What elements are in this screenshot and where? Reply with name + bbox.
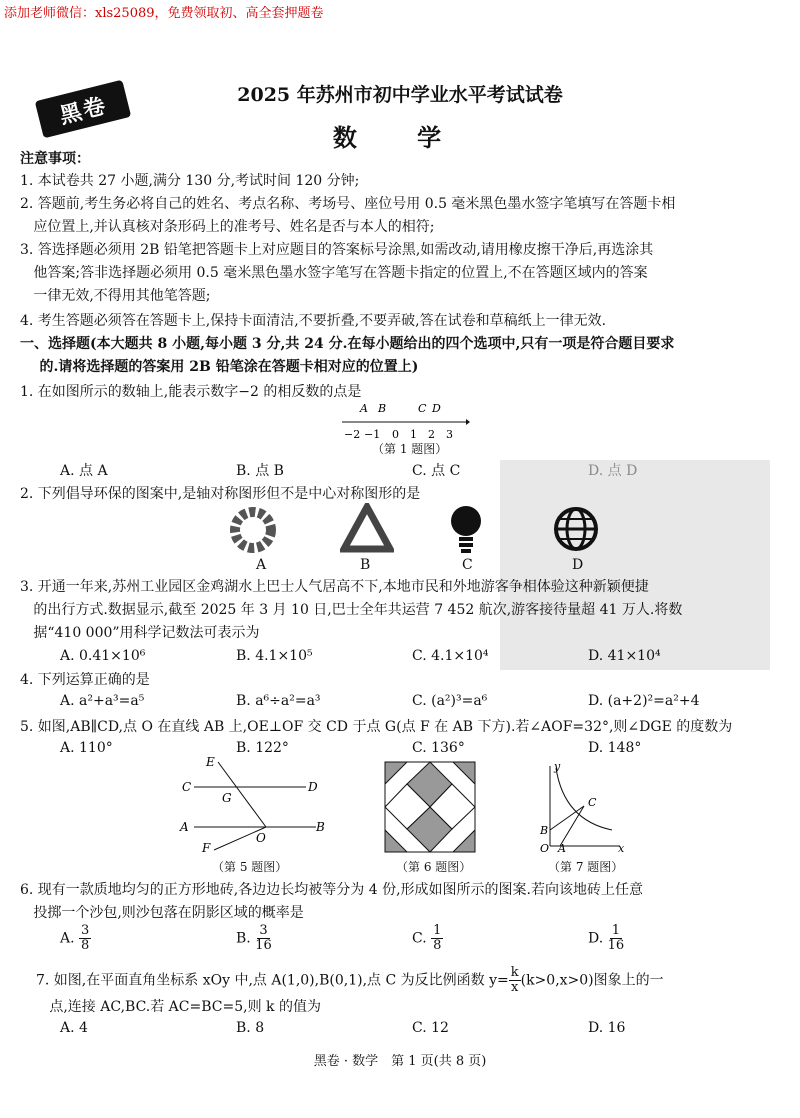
q1-label-B: B <box>378 402 387 415</box>
note-line: 1. 本试卷共 27 小题,满分 130 分,考试时间 120 分钟; <box>20 173 360 189</box>
q3-option: C. 4.1×10⁴ <box>412 648 489 664</box>
notes-heading: 注意事项： <box>20 151 90 167</box>
note-line: 他答案;答非选择题必须用 0.5 毫米黑色墨水签字笔写在答题卡指定的位置上,不在答题区域内的答案 <box>20 265 648 281</box>
q7-label: B <box>540 824 549 837</box>
q5-option: B. 122° <box>236 740 289 756</box>
q1-tick: −1 <box>364 428 381 441</box>
q5-stem: 5. 如图,AB∥CD,点 O 在直线 AB 上,OE⊥OF 交 CD 于点 G(点 F 在 AB 下方).若∠AOF=32°,则∠DGE 的度数为 <box>20 719 733 735</box>
note-line: 一律无效,不得用其他笔答题; <box>20 288 211 304</box>
note-line: 应位置上,并认真核对条形码上的准考号、姓名是否与本人的相符; <box>20 219 435 235</box>
q7-option: B. 8 <box>236 1020 265 1036</box>
q6-caption: （第 6 题图） <box>396 860 472 874</box>
q7-label: C <box>588 796 597 809</box>
q5-caption: （第 5 题图） <box>212 860 288 874</box>
q3-line: 的出行方式.数据显示,截至 2025 年 3 月 10 日,巴士全年共运营 7 452 航次,游客接待量超 41 万人.将数 <box>20 602 683 618</box>
q1-option: A. 点 A <box>60 463 108 479</box>
section-heading: 的.请将选择题的答案用 2B 铅笔涂在答题卡相对应的位置上) <box>20 359 419 375</box>
exam-title: 2025 年苏州市初中学业水平考试试卷 <box>237 84 563 106</box>
q1-tick: −2 <box>344 428 361 441</box>
q1-tick: 3 <box>446 428 453 441</box>
q5-option: C. 136° <box>412 740 465 756</box>
subject-title: 数 学 <box>332 123 468 152</box>
q7-label: y <box>554 760 561 773</box>
q5-label: G <box>222 791 232 805</box>
q2-label: B <box>360 557 371 573</box>
q5-option: A. 110° <box>60 740 113 756</box>
q2-recycle-icon <box>340 503 394 557</box>
note-line: 3. 答选择题必须用 2B 铅笔把答题卡上对应题目的答案标号涂黑,如需改动,请用橡皮擦干净后,再选涂其 <box>20 242 654 258</box>
q6-line: 6. 现有一款质地均匀的正方形地砖,各边边长均被等分为 4 份,形成如图所示的图案.若向该地砖上任意 <box>20 882 643 898</box>
q5-label: D <box>308 780 318 794</box>
q7-figure <box>534 760 626 854</box>
section-heading: 一、选择题(本大题共 8 小题,每小题 3 分,共 24 分.在每小题给出的四个选项中,只有一项是符合题目要求 <box>20 336 675 352</box>
q1-label-C: C <box>418 402 427 415</box>
q2-label: D <box>572 557 584 573</box>
q3-line: 3. 开通一年来,苏州工业园区金鸡湖水上巴士人气居高不下,本地市民和外地游客争相体验这种新颖便捷 <box>20 579 649 595</box>
q1-caption: （第 1 题图） <box>372 442 448 456</box>
note-line: 4. 考生答题必须答在答题卡上,保持卡面清洁,不要折叠,不要弄破,答在试卷和草稿纸上一律无效. <box>20 313 607 329</box>
q4-option: B. a⁶÷a²=a³ <box>236 693 321 709</box>
q1-tick: 1 <box>410 428 417 441</box>
q2-stem: 2. 下列倡导环保的图案中,是轴对称图形但不是中心对称图形的是 <box>20 486 421 502</box>
q1-tick: 2 <box>428 428 435 441</box>
q6-option: D. $\frac{1}{16}$ <box>588 923 625 953</box>
note-line: 2. 答题前,考生务必将自己的姓名、考点名称、考场号、座位号用 0.5 毫米黑色墨水签字笔填写在答题卡相 <box>20 196 676 212</box>
q3-line: 据“410 000”用科学记数法可表示为 <box>20 625 260 641</box>
q5-figure <box>176 754 336 854</box>
q4-option: C. (a²)³=a⁶ <box>412 693 488 709</box>
q1-tick: 0 <box>392 428 399 441</box>
q5-option: D. 148° <box>588 740 642 756</box>
q6-option: C. $\frac{1}{8}$ <box>412 923 442 953</box>
page-footer: 黑卷 · 数学 第 1 页(共 8 页) <box>313 1054 487 1069</box>
q7-option: C. 12 <box>412 1020 449 1036</box>
q6-line: 投掷一个沙包,则沙包落在阴影区域的概率是 <box>20 905 304 921</box>
q2-label: C <box>462 557 473 573</box>
q6-tile-figure <box>384 761 476 853</box>
q3-option: A. 0.41×10⁶ <box>60 648 146 664</box>
q1-option: C. 点 C <box>412 463 461 479</box>
q4-option: A. a²+a³=a⁵ <box>60 693 145 709</box>
q7-label: O <box>540 842 550 854</box>
q7-line: 点,连接 AC,BC.若 AC=BC=5,则 k 的值为 <box>36 999 321 1015</box>
q1-option: B. 点 B <box>236 463 284 479</box>
q7-label: A <box>558 842 566 854</box>
q4-stem: 4. 下列运算正确的是 <box>20 672 150 688</box>
q7-line: 7. 如图,在平面直角坐标系 xOy 中,点 A(1,0),B(0,1),点 C 为反比例函数 y= $\frac{k}{x}$ (k>0,x>0)图象上的一 <box>36 965 664 995</box>
q6-option: B. $\frac{3}{16}$ <box>236 923 272 953</box>
q2-option-a-icon <box>228 505 278 555</box>
q5-label: O <box>256 831 266 845</box>
q7-option: A. 4 <box>60 1020 88 1036</box>
heijuan-stamp-logo: 黑卷 <box>35 80 132 139</box>
q5-label: C <box>182 780 192 794</box>
q1-stem: 1. 在如图所示的数轴上,能表示数字−2 的相反数的点是 <box>20 384 362 400</box>
q5-label: E <box>206 755 215 769</box>
q7-caption: （第 7 题图） <box>548 860 624 874</box>
q3-option: D. 41×10⁴ <box>588 648 661 664</box>
q1-label-A: A <box>360 402 368 415</box>
q5-label: B <box>316 820 325 834</box>
q3-option: B. 4.1×10⁵ <box>236 648 313 664</box>
q7-option: D. 16 <box>588 1020 626 1036</box>
q7-label: x <box>618 842 625 854</box>
promo-banner: 添加老师微信：xls25089，免费领取初、高全套押题卷 <box>4 6 324 21</box>
q5-label: A <box>180 820 189 834</box>
q5-label: F <box>202 841 211 854</box>
q6-option: A. $\frac{3}{8}$ <box>60 923 90 953</box>
q2-globe-icon <box>552 505 600 553</box>
q2-lightbulb-icon <box>446 503 486 555</box>
q4-option: D. (a+2)²=a²+4 <box>588 693 700 709</box>
q1-label-D: D <box>432 402 441 415</box>
q2-label: A <box>256 557 267 573</box>
